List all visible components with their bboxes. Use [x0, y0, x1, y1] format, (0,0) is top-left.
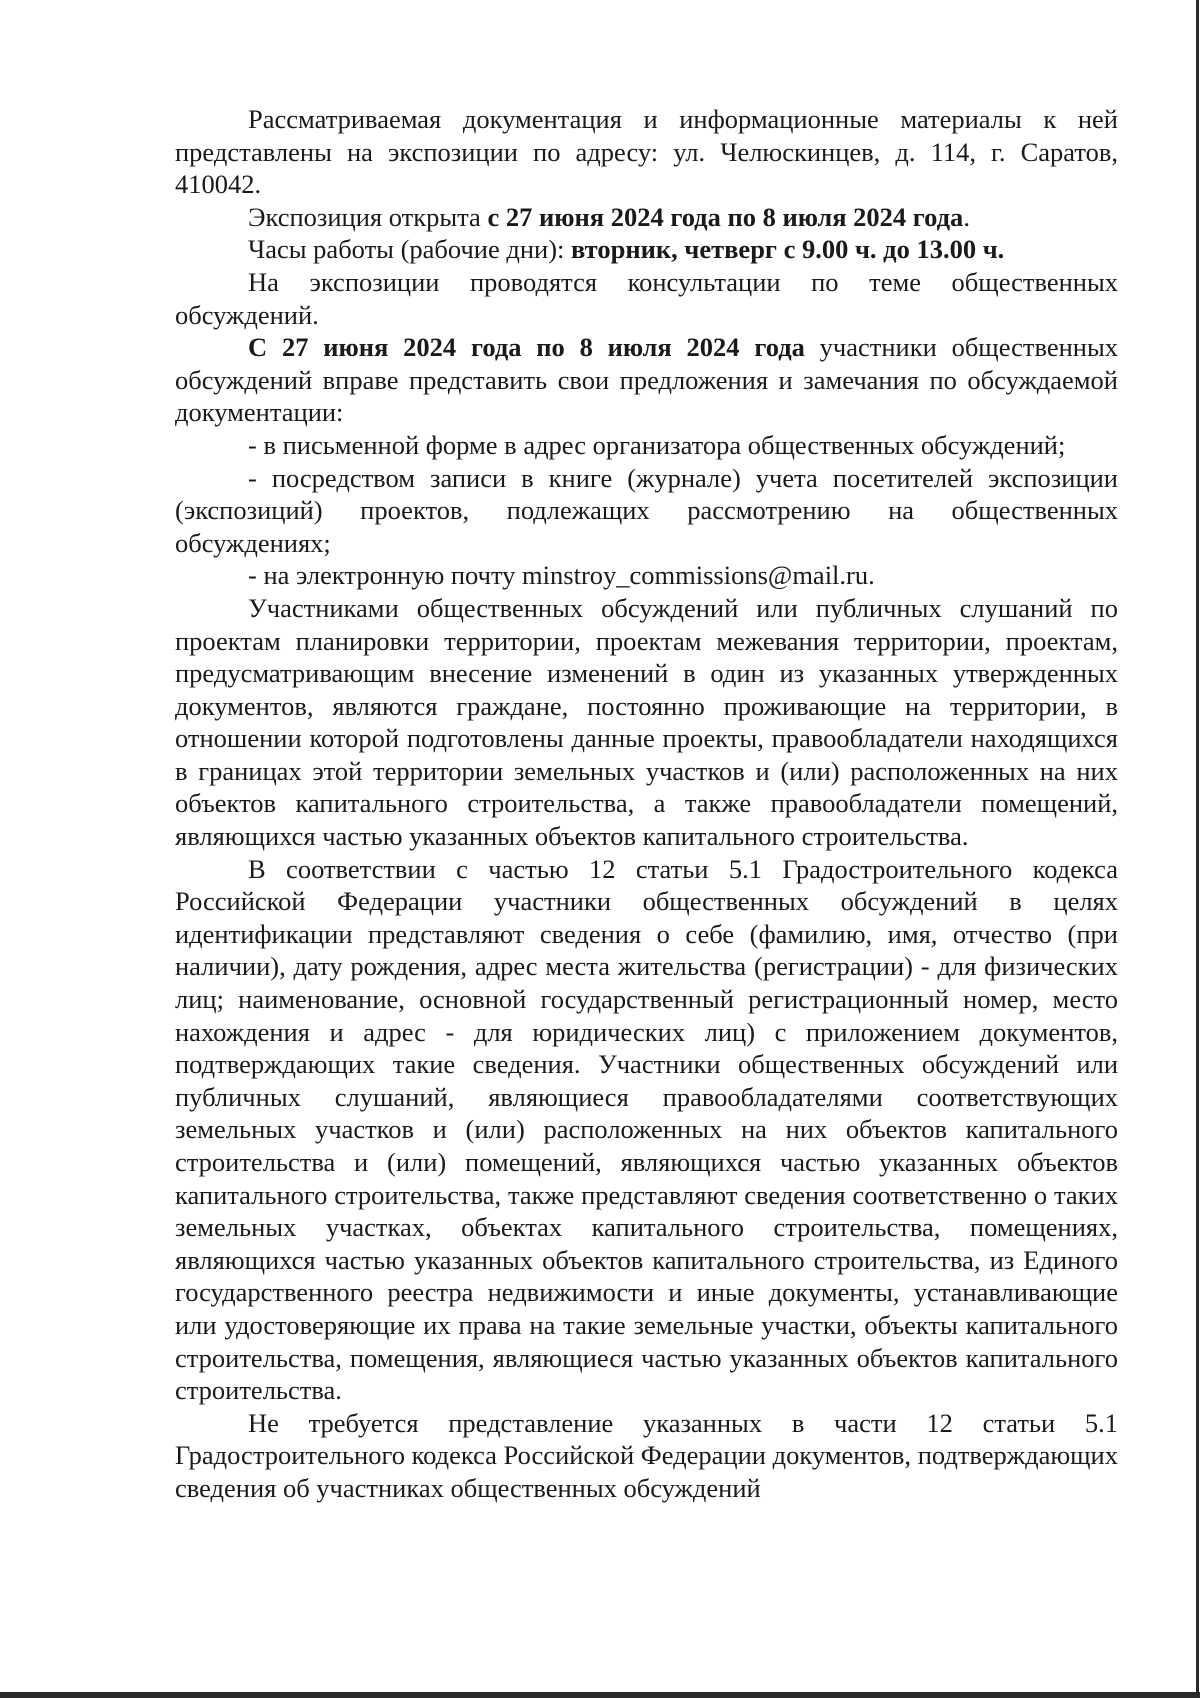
- paragraph-documentation-location: Рассматриваемая документация и информационные материалы к ней представлены на экспозиции по адресу: ул. Челюскинцев, д. 114, г. Саратов, 410042.: [175, 104, 1118, 200]
- paragraph-identification: В соответствии с частью 12 статьи 5.1 Градостроительного кодекса Российской Федерации участники общественных обсуждений в целях идентификации представляют сведения о себе (фамилию, имя, отчество (при наличии), дату рождения, адрес места жительства (регистрации) - для физических лиц; наименование, основной государственный регистрационный номер, место нахождения и адрес - для юридических лиц) с приложением документов, подтверждающих такие сведения. Участники общественных обсуждений или публичных слушаний, являющиеся правообладателями соответствующих земельных участков и (или) расположенных на них объектов капитального строительства и (или) помещений, являющихся частью указанных объектов капитального строительства, также представляют сведения соответственно о таких земельных участках, объектах капитального строительства, помещениях, являющихся частью указанных объектов капитального строительства, из Единого государственного реестра недвижимости и иные документы, устанавливающие или удостоверяющие их права на такие земельные участки, объекты капитального строительства, помещения, являющиеся частью указанных объектов капитального строительства.: [175, 853, 1118, 1406]
- paragraph-consultations: На экспозиции проводятся консультации по теме общественных обсуждений.: [175, 266, 1118, 330]
- proposals-period-text: участники общественных обсуждений вправе представить свои предложения и замечания по обсуждаемой документации:: [175, 332, 1119, 428]
- working-hours-label: Часы работы (рабочие дни):: [248, 234, 572, 265]
- paragraph-exposition-dates: [175, 201, 1118, 234]
- working-hours-value: вторник, четверг с 9.00 ч. до 13.00 ч.: [571, 234, 1005, 265]
- paragraph-participants: Участниками общественных обсуждений или публичных слушаний по проектам планировки территории, проектам межевания территории, проектам, предусматривающим внесение изменений в один из указанных утвержденных документов, являются граждане, постоянно проживающие на территории, в отношении которой подготовлены данные проекты, правообладатели находящихся в границах этой территории земельных участков и (или) расположенных на них объектов капитального строительства, а также правообладатели помещений, являющихся частью указанных объектов капитального строительства.: [175, 592, 1118, 852]
- proposals-period-dates: С 27 июня 2024 года по 8 июля 2024 года: [248, 332, 805, 363]
- paragraph-working-hours: [175, 233, 1118, 266]
- exposition-dates-end: .: [963, 201, 970, 232]
- exposition-dates-label: Экспозиция открыта: [248, 201, 488, 232]
- list-item-written-form: - в письменной форме в адрес организатора общественных обсуждений;: [248, 429, 1066, 460]
- document-page: [175, 103, 1118, 1505]
- paragraph-not-required: Не требуется представление указанных в части 12 статьи 5.1 Градостроительного кодекса Российской Федерации документов, подтверждающих сведения об участниках общественных обсуждений: [175, 1407, 1118, 1503]
- paragraph-proposals-period: [175, 331, 1118, 429]
- list-item-email: - на электронную почту minstroy_commissions@mail.ru.: [248, 560, 875, 591]
- scan-edge-bottom: [0, 1692, 1200, 1698]
- scan-edge-right: [1196, 0, 1199, 1698]
- list-item-visitor-book: - посредством записи в книге (журнале) учета посетителей экспозиции (экспозиций) проектов, подлежащих рассмотрению на общественных обсуждениях;: [175, 462, 1118, 558]
- exposition-dates-period: с 27 июня 2024 года по 8 июля 2024 года: [487, 201, 964, 232]
